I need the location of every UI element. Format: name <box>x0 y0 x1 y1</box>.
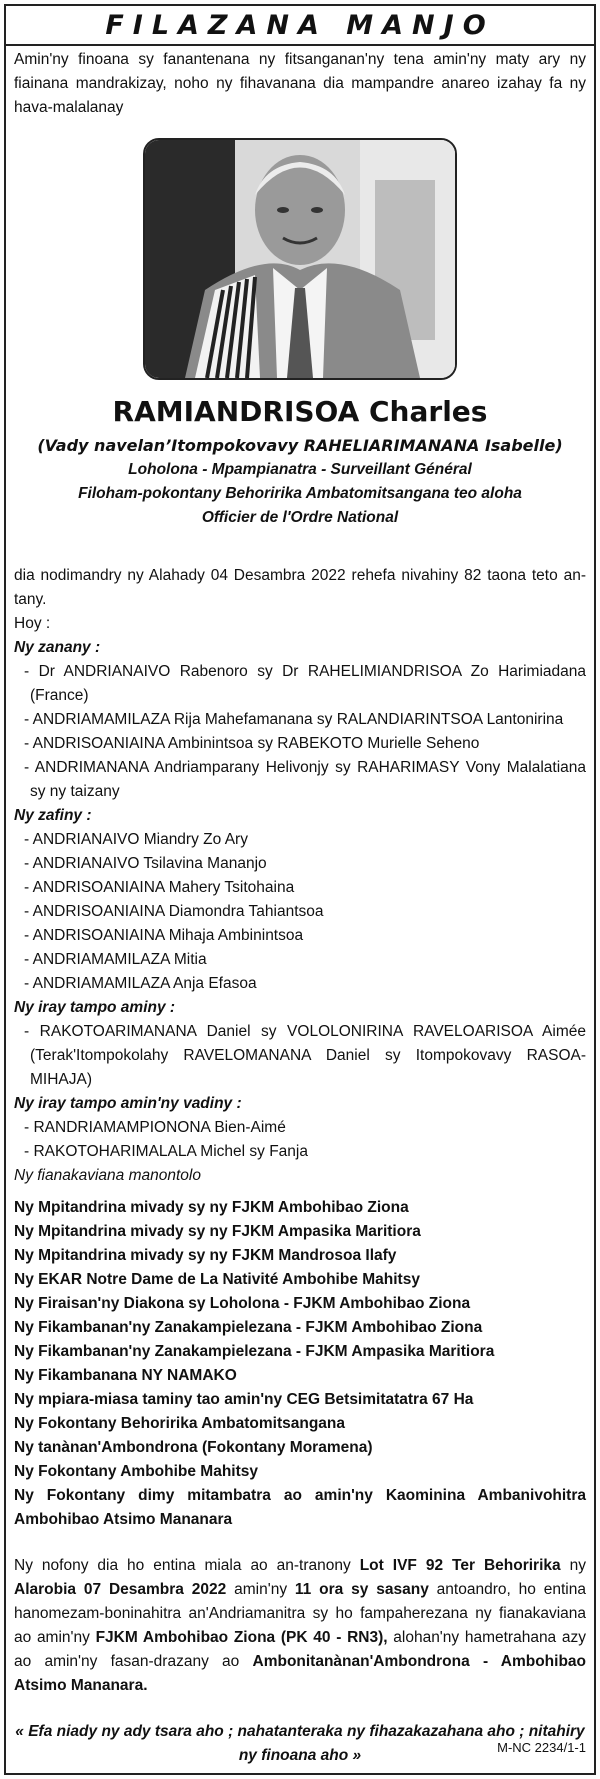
burial-place: Ambonitanànan'Ambondrona - Ambohibao Atsimo Mananara. <box>14 1653 586 1694</box>
organization-item: Ny Mpitandrina mivady sy ny FJKM Ampasika Maritiora <box>14 1223 421 1240</box>
family-section-spouse-siblings <box>14 1092 586 1164</box>
organization-item: Ny Mpitandrina mivady sy ny FJKM Ambohibao Ziona <box>14 1199 409 1216</box>
organization-item: Ny Firaisan'ny Diakona sy Loholona - FJKM Ambohibao Ziona <box>14 1295 471 1312</box>
organization-item: Ny Fokontany Behoririka Ambatomitsangana <box>14 1415 346 1432</box>
funeral-church: FJKM Ambohibao Ziona (PK 40 - RN3), <box>95 1629 388 1646</box>
funeral-paragraph <box>14 1554 586 1698</box>
list-item: - ANDRISOANIAINA Diamondra Tahiantsoa <box>24 903 324 920</box>
organization-item: Ny Fikambanan'ny Zanakampielezana - FJKM Ampasika Maritiora <box>14 1343 495 1360</box>
section-heading: Ny zafiny : <box>14 807 92 824</box>
funeral-date: Alarobia 07 Desambra 2022 <box>14 1581 227 1598</box>
funeral-text: ny <box>560 1557 586 1574</box>
funeral-text: Ny nofony dia ho entina miala ao an-tranony <box>14 1557 360 1574</box>
list-item: - RAKOTOARIMANANA Daniel sy VOLOLONIRINA RAVELOARISOA Aimée (Terak'Itompokolahy RAVELOMANANA Daniel sy Itompokovavy RASOA-MIHAJA) <box>24 1023 586 1088</box>
funeral-text: antoandro, ho entina hanomezam-boninahitra an'Andriamanitra sy ho fampaherezana ny fianakaviana ao amin'ny <box>14 1581 586 1646</box>
funeral-location: Lot IVF 92 Ter Behoririka <box>359 1557 561 1574</box>
reference-code: M-NC 2234/1-1 <box>497 1740 586 1755</box>
hoy-label: Hoy : <box>14 615 51 632</box>
list-item: - ANDRIAMAMILAZA Mitia <box>24 951 207 968</box>
closing-quote: « Efa niady ny ady tsara aho ; nahatanteraka ny fihazakazahana aho ; nitahiry ny finoana aho » <box>15 1723 585 1764</box>
list-item: - ANDRIANAIVO Miandry Zo Ary <box>24 831 248 848</box>
deceased-title-line: Filoham-pokontany Behoririka Ambatomitsangana teo aloha <box>78 485 522 502</box>
organization-item: Ny Fikambanan'ny Zanakampielezana - FJKM Ambohibao Ziona <box>14 1319 483 1336</box>
list-item: - ANDRISOANIAINA Ambinintsoa sy RABEKOTO Murielle Seheno <box>24 735 480 752</box>
organization-item: Ny Fokontany Ambohibe Mahitsy <box>14 1463 259 1480</box>
portrait-image <box>145 140 455 378</box>
section-heading: Ny zanany : <box>14 639 101 656</box>
section-heading: Ny iray tampo aminy : <box>14 999 176 1016</box>
list-item: - RANDRIAMAMPIONONA Bien-Aimé <box>24 1119 286 1136</box>
intro-text: Amin'ny finoana sy fanantenana ny fitsanganan'ny tena amin'ny maty ary ny fiainana mandrakizay, noho ny fihavanana dia mampandre anareo izahay fa ny hava-malalanay <box>14 51 586 116</box>
list-item: - ANDRIAMAMILAZA Anja Efasoa <box>24 975 257 992</box>
family-section-children <box>14 636 586 804</box>
deceased-name: RAMIANDRISOA Charles <box>112 395 488 428</box>
list-item: - ANDRIMANANA Andriamparany Helivonjy sy RAHARIMASY Vony Malalatiana sy ny taizany <box>24 759 586 800</box>
funeral-time: 11 ora sy sasany <box>294 1581 429 1598</box>
organization-item: Ny tanànan'Ambondrona (Fokontany Moramena) <box>14 1439 373 1456</box>
deceased-title-line: Officier de l'Ordre National <box>201 509 399 526</box>
list-item: - Dr ANDRIANAIVO Rabenoro sy Dr RAHELIMIANDRISOA Zo Harimiadana (France) <box>24 663 586 704</box>
family-section-siblings <box>14 996 586 1092</box>
organization-item: Ny Fikambanana NY NAMAKO <box>14 1367 237 1384</box>
portrait-photo <box>143 138 457 380</box>
organization-list <box>14 1196 586 1532</box>
organization-item: Ny EKAR Notre Dame de La Nativité Ambohibe Mahitsy <box>14 1271 420 1288</box>
organization-item: Ny mpiara-miasa taminy tao amin'ny CEG Betsimitatatra 67 Ha <box>14 1391 474 1408</box>
deceased-titles <box>14 458 586 530</box>
deceased-spouse: (Vady navelan’Itompokovavy RAHELIARIMANANA Isabelle) <box>37 436 563 455</box>
organization-item: Ny Mpitandrina mivady sy ny FJKM Mandrosoa Ilafy <box>14 1247 397 1264</box>
funeral-text: alohan'ny hametrahana azy ao amin'ny fasan-drazany ao <box>14 1629 587 1670</box>
family-footer: Ny fianakaviana manontolo <box>14 1167 201 1184</box>
funeral-text: amin'ny <box>226 1581 295 1598</box>
list-item: - ANDRIANAIVO Tsilavina Mananjo <box>24 855 267 872</box>
notice-content <box>14 46 586 1768</box>
list-item: - ANDRISOANIAINA Mihaja Ambinintsoa <box>24 927 304 944</box>
organization-item: Ny Fokontany dimy mitambatra ao amin'ny Kaominina Ambanivohitra Ambohibao Atsimo Mananara <box>14 1487 586 1528</box>
list-item: - ANDRISOANIAINA Mahery Tsitohaina <box>24 879 295 896</box>
header-bar <box>4 4 596 46</box>
deceased-title-line: Loholona - Mpampianatra - Surveillant Général <box>128 461 472 478</box>
header-title: FILAZANA MANJO <box>105 9 495 41</box>
section-heading: Ny iray tampo amin'ny vadiny : <box>14 1095 242 1112</box>
family-section-grandchildren <box>14 804 586 996</box>
list-item: - ANDRIAMAMILAZA Rija Mahefamanana sy RALANDIARINTSOA Lantonirina <box>24 711 564 728</box>
death-notice: dia nodimandry ny Alahady 04 Desambra 2022 rehefa nivahiny 82 taona teto an-tany. <box>14 567 586 608</box>
list-item: - RAKOTOHARIMALALA Michel sy Fanja <box>24 1143 308 1160</box>
